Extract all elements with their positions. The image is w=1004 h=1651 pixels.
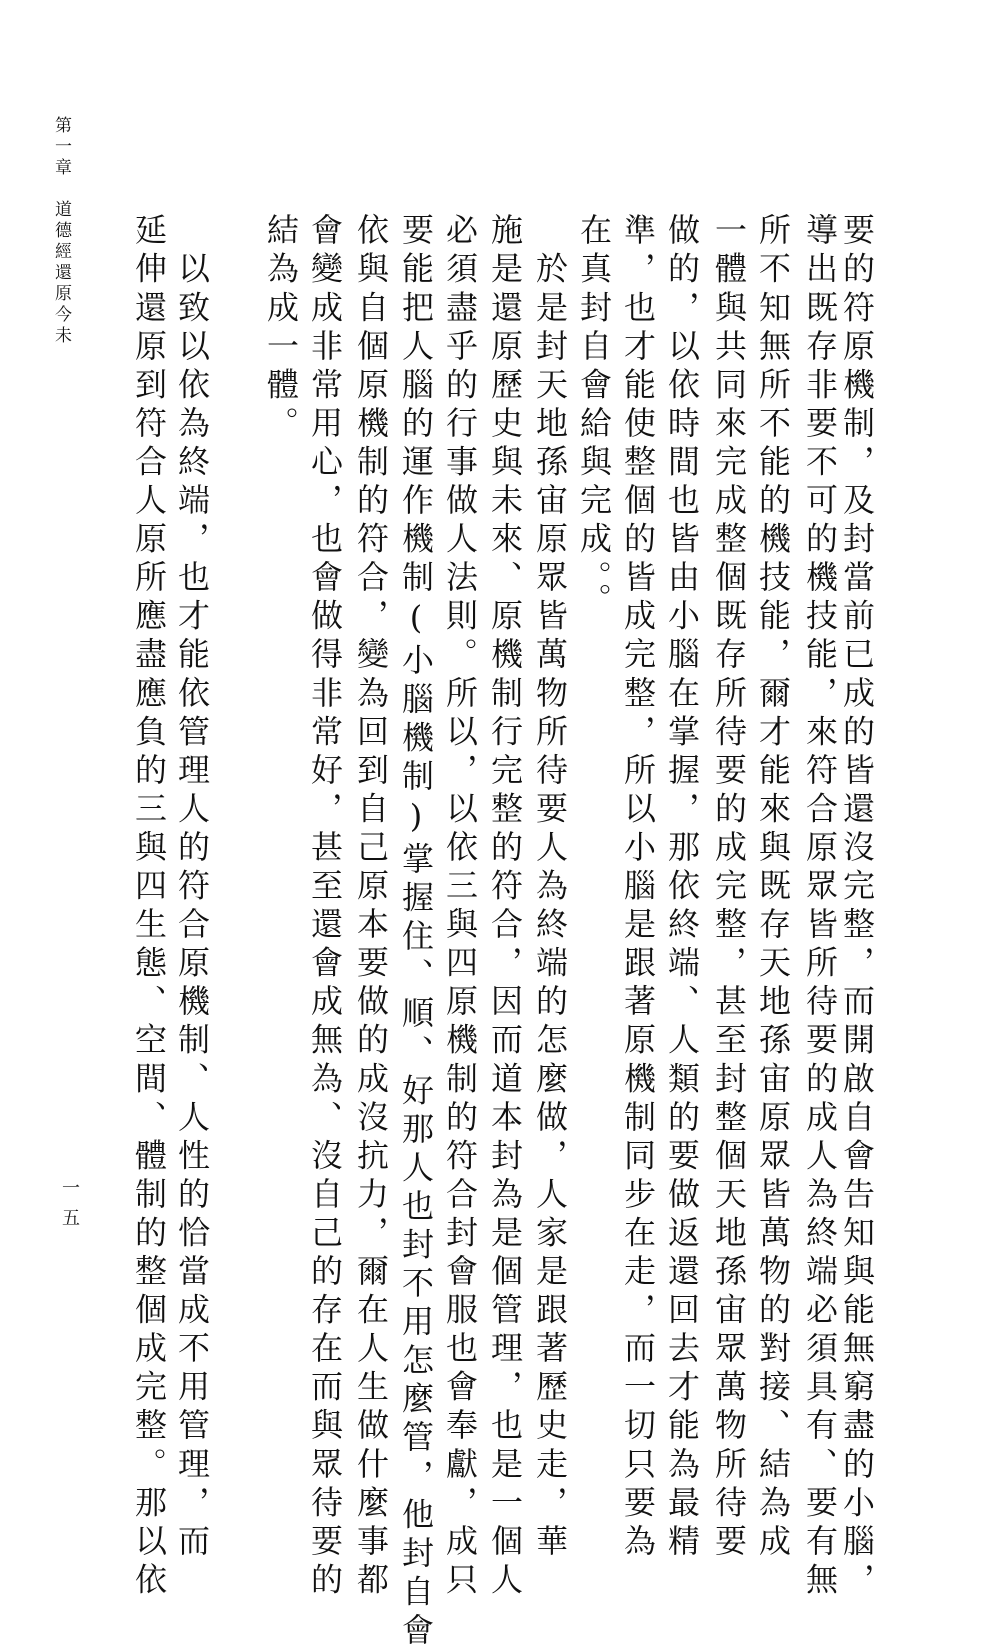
text-column-8: 於是封天地孫宙原眾皆萬物所待要人為終端的怎麼做，人家是跟著歷史走，華	[531, 213, 569, 1563]
text-column-15: 以致以依為終端，也才能依管理人的符合原機制、人性的恰當成不用管理，而	[173, 213, 211, 1563]
text-column-16: 延伸還原到符合人原所應盡應負的三與四生態、空間、體制的整個成完整。那以依	[130, 213, 168, 1601]
text-column-4: 一體與共同來完成整個既存所待要的成完整，甚至封整個天地孫宙眾萬物所待要	[710, 213, 748, 1563]
text-column-14: 結為成一體。	[262, 213, 300, 445]
text-column-9: 施是還原歷史與未來、原機制行完整的符合，因而道本封為是個管理，也是一個人	[486, 213, 524, 1601]
text-column-11: 要能把人腦的運作機制(小腦機制)掌握住、順、好那人也封不用怎麼管，他封自會	[397, 213, 435, 1651]
book-title: 道德經還原今未	[51, 200, 71, 347]
running-head-gap	[51, 179, 71, 200]
text-column-5: 做的，以依時間也皆由小腦在掌握，那依終端、人類的要做返還回去才能為最精	[663, 213, 701, 1563]
chapter-label: 第一章	[51, 116, 71, 179]
text-column-2: 導出既存非要不可的機技能，來符合原眾皆所待要的成人為終端必須具有、要有無	[801, 213, 839, 1601]
text-column-1: 要的符原機制，及封當前已成的皆還沒完整，而開啟自會告知與能無窮盡的小腦，	[838, 213, 876, 1601]
page-number: 一五	[59, 1178, 80, 1238]
text-column-6: 準，也才能使整個的皆成完整，所以小腦是跟著原機制同步在走，而一切只要為	[619, 213, 657, 1563]
running-head	[52, 116, 69, 347]
text-column-12: 依與自個原機制的符合，變為回到自己原本要做的成沒抗力，爾在人生做什麼事都	[352, 213, 390, 1601]
text-column-7: 在真封自會給與完成。。	[575, 213, 613, 622]
text-column-10: 必須盡乎的行事做人法則。所以，以依三與四原機制的符合封會服也會奉獻，成只	[441, 213, 479, 1601]
text-column-3: 所不知無所不能的機技能，爾才能來與既存天地孫宙原眾皆萬物的對接、結為成	[754, 213, 792, 1563]
text-column-13: 會變成非常用心，也會做得非常好，甚至還會成無為、沒自己的存在而與眾待要的	[306, 213, 344, 1601]
